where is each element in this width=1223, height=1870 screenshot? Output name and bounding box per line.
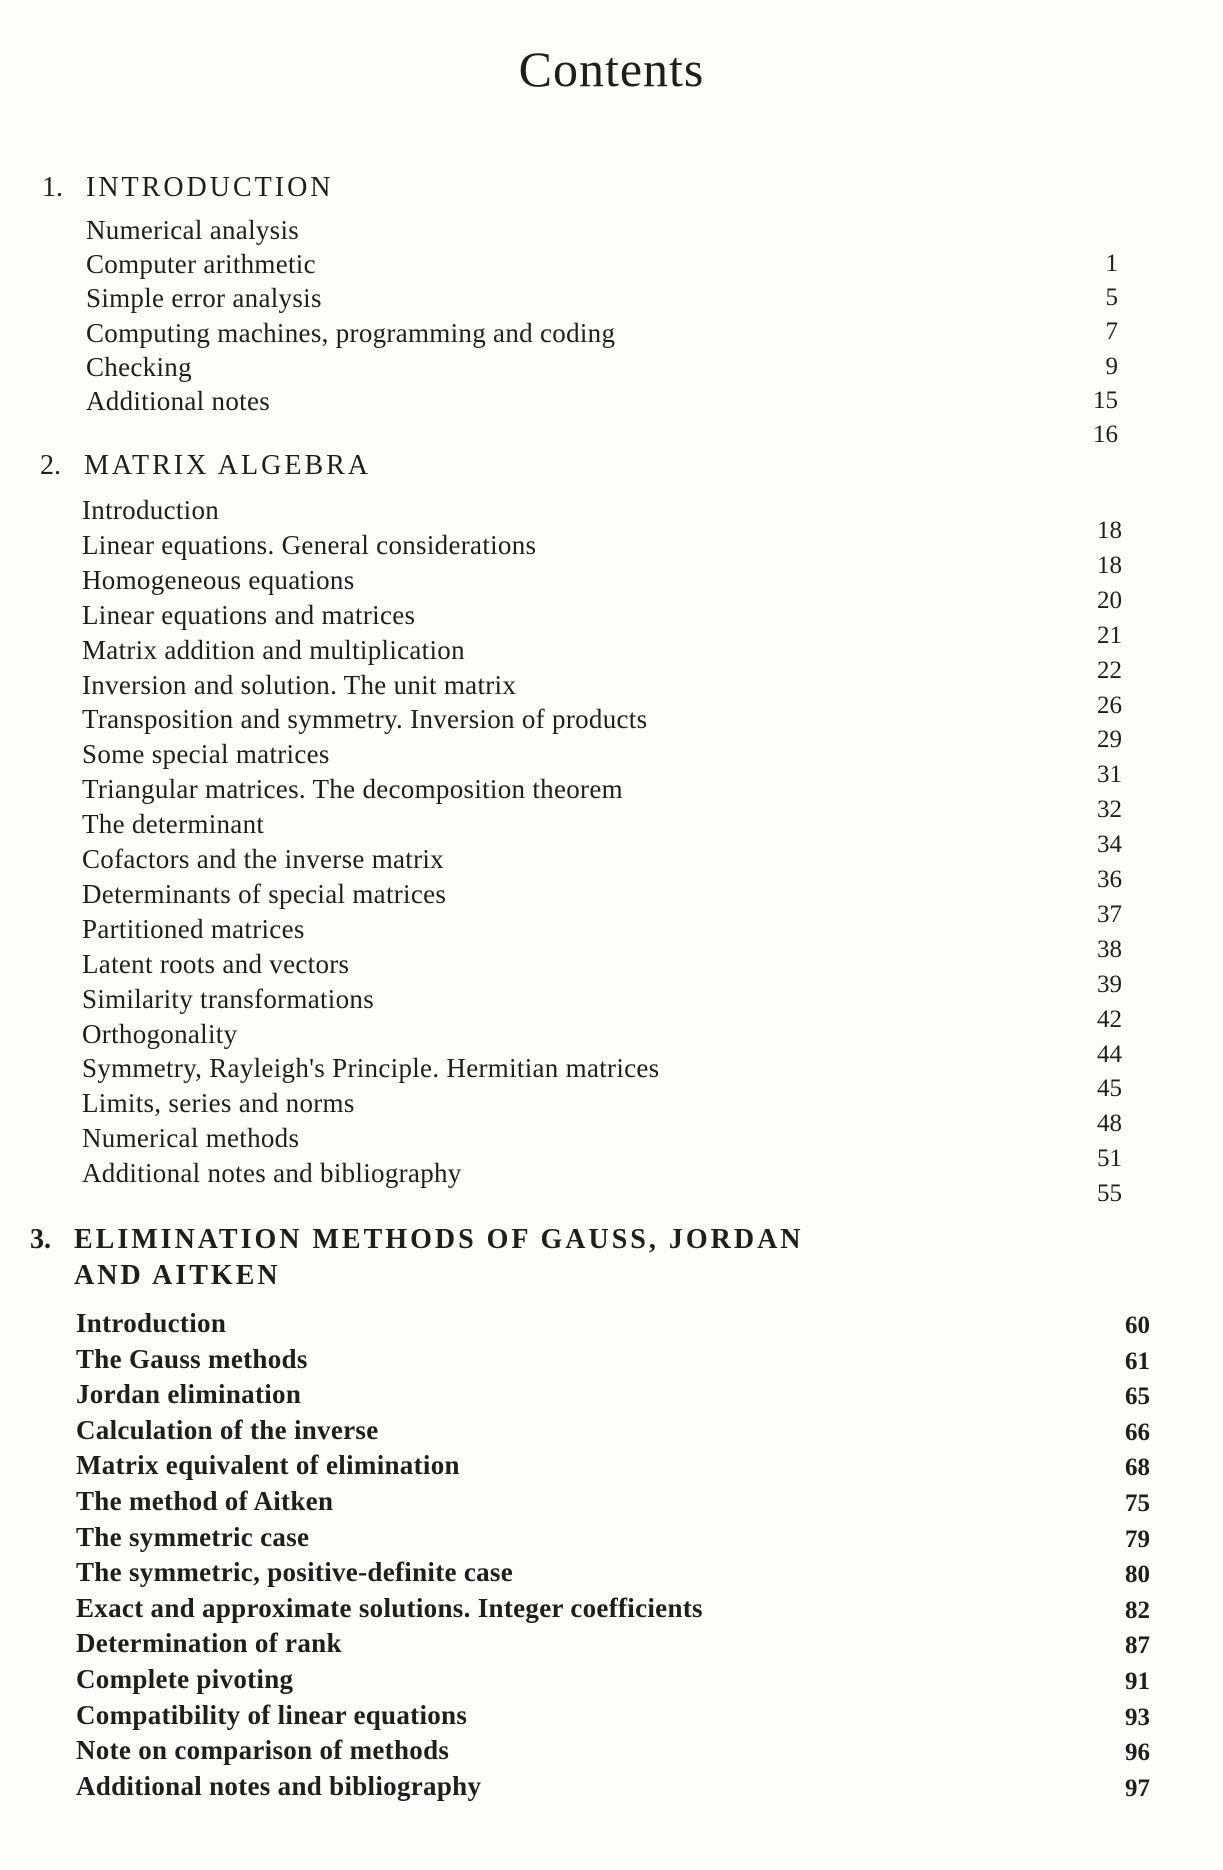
chapter-number: 3.: [30, 1224, 51, 1255]
toc-entry-title: Determination of rank: [76, 1628, 342, 1659]
toc-entry-title: Cofactors and the inverse matrix: [82, 844, 444, 874]
toc-entry-page-number: 15: [1093, 386, 1118, 414]
toc-entry-page-number: 1: [1105, 250, 1118, 277]
toc-entry-page-number: 68: [1125, 1454, 1150, 1482]
toc-entry-page-number: 18: [1097, 517, 1122, 544]
toc-entry-page-number: 48: [1097, 1110, 1122, 1138]
toc-entry-title: Jordan elimination: [76, 1379, 302, 1410]
toc-entry-title: Compatibility of linear equations: [76, 1699, 468, 1730]
chapter-heading[interactable]: [40, 448, 371, 484]
toc-entry-page-number: 60: [1125, 1312, 1150, 1339]
toc-entry-title: Calculation of the inverse: [76, 1414, 379, 1445]
toc-entry-page-number: 51: [1097, 1145, 1122, 1173]
toc-entry-title: The symmetric, positive-definite case: [76, 1557, 513, 1588]
toc-entry-title: Homogeneous equations: [82, 564, 355, 595]
toc-entry-page-number: 7: [1105, 318, 1118, 346]
toc-entry-title: Computer arithmetic: [86, 249, 316, 280]
toc-entry-title: Transposition and symmetry. Inversion of products: [82, 704, 648, 735]
toc-entry-title: Simple error analysis: [86, 283, 322, 314]
chapter-title: MATRIX ALGEBRA: [84, 450, 372, 481]
toc-entry-page-number: 96: [1125, 1739, 1150, 1767]
chapter-number: 1.: [42, 172, 63, 203]
toc-entry-title: Determinants of special matrices: [82, 878, 447, 909]
toc-entry-page-number: 37: [1097, 900, 1122, 928]
toc-entry-title: The determinant: [82, 809, 265, 840]
page-title: Contents: [518, 41, 705, 97]
toc-entry-page-number: 29: [1097, 726, 1122, 754]
toc-entry-page-number: 55: [1097, 1180, 1122, 1208]
toc-entry-title: Introduction: [82, 495, 220, 525]
toc-entry-title: Partitioned matrices: [82, 913, 305, 944]
toc-entry-page-number: 66: [1125, 1418, 1150, 1446]
chapter-title: INTRODUCTION: [86, 172, 334, 203]
toc-entry-title: Orthogonality: [82, 1018, 238, 1049]
toc-entry-page-number: 38: [1097, 935, 1122, 963]
toc-entry-page-number: 21: [1097, 621, 1122, 649]
toc-entry-title: Matrix addition and multiplication: [82, 634, 465, 665]
toc-entry-page-number: 39: [1097, 970, 1122, 998]
toc-entry-page-number: 75: [1125, 1490, 1150, 1517]
toc-entry-page-number: 22: [1097, 656, 1122, 684]
toc-entry-page-number: 65: [1125, 1383, 1150, 1411]
toc-entry-title: Matrix equivalent of elimination: [76, 1450, 460, 1481]
toc-entry-title: The symmetric case: [76, 1521, 310, 1552]
toc-entry-page-number: 32: [1097, 796, 1122, 824]
chapter-heading[interactable]: [42, 170, 334, 206]
toc-entry-title: Linear equations. General considerations: [82, 529, 537, 560]
toc-entry-title: The method of Aitken: [76, 1486, 334, 1516]
toc-entry-title: The Gauss methods: [76, 1343, 308, 1374]
toc-entry-page-number: 31: [1097, 761, 1122, 789]
toc-entry-page-number: 5: [1105, 284, 1118, 312]
toc-entry-title: Additional notes and bibliography: [76, 1770, 482, 1801]
toc-entry-page-number: 91: [1125, 1668, 1150, 1695]
toc-entry-title: Introduction: [76, 1308, 227, 1338]
toc-entry-title: Inversion and solution. The unit matrix: [82, 669, 517, 700]
toc-entry-title: Triangular matrices. The decomposition theorem: [82, 774, 623, 805]
toc-entry-title: Computing machines, programming and coding: [86, 317, 616, 348]
toc-entry-title: Numerical methods: [82, 1123, 300, 1154]
toc-entry-title: Latent roots and vectors: [82, 948, 350, 979]
chapter-number: 2.: [40, 450, 61, 481]
toc-entry-page-number: 20: [1097, 586, 1122, 614]
toc-entry-title: Similarity transformations: [82, 983, 375, 1014]
toc-entry-title: Limits, series and norms: [82, 1088, 355, 1119]
toc-entry-title: Additional notes and bibliography: [82, 1158, 462, 1189]
toc-entry-page-number: 80: [1125, 1561, 1150, 1589]
toc-entry-title: Note on comparison of methods: [76, 1735, 450, 1766]
toc-entry-title: Checking: [86, 351, 192, 382]
toc-entry-page-number: 42: [1097, 1005, 1122, 1033]
toc-entry-title: Exact and approximate solutions. Integer coefficients: [76, 1592, 703, 1623]
toc-entry-page-number: 61: [1125, 1347, 1150, 1375]
toc-entry-page-number: 45: [1097, 1075, 1122, 1103]
toc-entry-page-number: 36: [1097, 866, 1122, 893]
toc-entry-title: Linear equations and matrices: [82, 599, 416, 630]
toc-entry-title: Some special matrices: [82, 739, 330, 770]
toc-entry-page-number: 16: [1093, 421, 1118, 448]
toc-entry-page-number: 93: [1125, 1703, 1150, 1731]
toc-entry-page-number: 82: [1125, 1596, 1150, 1624]
chapter-title: ELIMINATION METHODS OF GAUSS, JORDAN AND AITKEN: [74, 1224, 804, 1291]
toc-entry-page-number: 87: [1125, 1632, 1150, 1660]
toc-entry-page-number: 79: [1125, 1525, 1150, 1553]
toc-entry-title: Numerical analysis: [86, 215, 300, 245]
toc-entry-title: Complete pivoting: [76, 1664, 294, 1694]
toc-entry-page-number: 26: [1097, 691, 1122, 719]
chapter-heading[interactable]: [30, 1222, 804, 1294]
toc-entry-title: Symmetry, Rayleigh's Principle. Hermitian matrices: [82, 1053, 660, 1084]
toc-entry-page-number: 97: [1125, 1774, 1150, 1802]
toc-entry-page-number: 44: [1097, 1040, 1122, 1068]
toc-entry-page-number: 18: [1097, 551, 1122, 579]
toc-entry-page-number: 9: [1105, 352, 1118, 380]
toc-entry-title: Additional notes: [86, 386, 271, 416]
toc-entry-page-number: 34: [1097, 831, 1122, 859]
